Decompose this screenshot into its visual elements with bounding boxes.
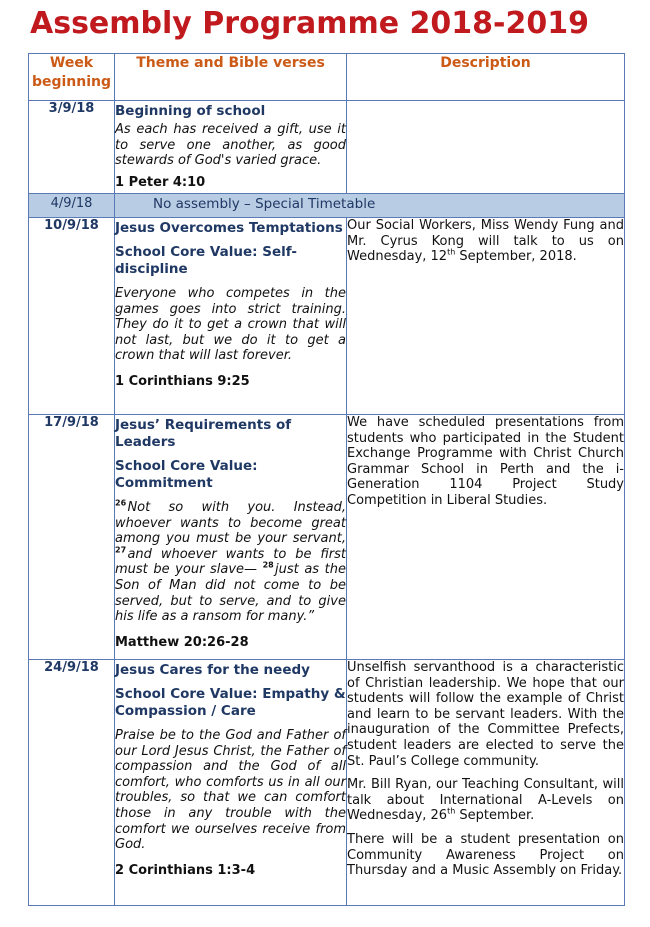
description-cell: [347, 218, 625, 415]
week-cell: 3/9/18: [29, 101, 115, 194]
description-cell: [347, 415, 625, 660]
bible-verse: Praise be to the God and Father of our Lord Jesus Christ, the Father of compassion and the God of all comfort, who comforts us in all our troubles, so that we can comfort those in any trouble with the comfort we ourselves receive from God.: [115, 728, 346, 853]
description-text-end: September.: [455, 808, 535, 824]
theme-title: Jesus Cares for the needy: [115, 662, 310, 678]
description-paragraph: There will be a student presentation on Community Awareness Project on Thursday and a Music Assembly on Friday.: [347, 831, 624, 879]
description-text: [347, 218, 624, 265]
assembly-table: [28, 53, 625, 906]
verse-reference: 1 Corinthians 9:25: [115, 373, 250, 389]
no-assembly-note: No assembly – Special Timetable: [115, 194, 625, 218]
description-cell: [347, 660, 625, 906]
table-row: [29, 218, 625, 415]
ordinal-suffix: th: [447, 247, 456, 257]
description-text-start: Mr. Bill Ryan, our Teaching Consultant, will talk about International A-Levels on Wednesday, 26: [347, 777, 624, 824]
header-theme: Theme and Bible verses: [115, 54, 347, 101]
description-cell: [347, 101, 625, 194]
table-row-no-assembly: [29, 194, 625, 218]
ordinal-suffix: th: [447, 807, 456, 817]
verse-reference: 1 Peter 4:10: [115, 174, 206, 190]
week-cell: 4/9/18: [29, 194, 115, 218]
core-value: School Core Value: Empathy & Compassion / Care: [115, 686, 346, 719]
description-text: We have scheduled presentations from students who participated in the Student Exchange Programme with Christ Church Grammar School in Perth and the i-Generation 1104 Project Study Competition in Liberal Studies.: [347, 415, 624, 508]
table-row: [29, 415, 625, 660]
bible-verse: [115, 500, 346, 625]
description-text-end: September, 2018.: [455, 249, 577, 265]
theme-title: Jesus Overcomes Temptations: [115, 220, 343, 236]
verse-number: 28: [262, 561, 274, 571]
theme-cell: [115, 415, 347, 660]
theme-title: Beginning of school: [115, 103, 266, 119]
verse-text: just as the Son of Man did not come to be served, but to serve, and to give his life as a ransom for many.”: [115, 562, 346, 625]
verse-number: 26: [115, 498, 127, 508]
theme-cell: [115, 218, 347, 415]
description-paragraph: Unselfish servanthood is a characteristic of Christian leadership. We hope that our students will follow the example of Christ and learn to be servant leaders. With the inauguration of the Committee Prefects, student leaders are elected to serve the St. Paul’s College community.: [347, 660, 624, 769]
theme-cell: [115, 101, 347, 194]
core-value: School Core Value: Self-discipline: [115, 244, 297, 277]
theme-title: Jesus’ Requirements of Leaders: [115, 417, 292, 450]
week-cell: 24/9/18: [29, 660, 115, 906]
description-text-start: Our Social Workers, Miss Wendy Fung and Mr. Cyrus Kong will talk to us on Wednesday, 12: [347, 218, 624, 265]
header-description: Description: [347, 54, 625, 101]
verse-text: Not so with you. Instead, whoever wants to become great among you must be your servant,: [115, 500, 346, 547]
description-paragraph: [347, 777, 624, 824]
week-cell: 17/9/18: [29, 415, 115, 660]
theme-cell: [115, 660, 347, 906]
header-week-line2: beginning: [31, 74, 112, 90]
bible-verse: As each has received a gift, use it to serve one another, as good stewards of God's varied grace.: [115, 122, 346, 169]
header-row: [29, 54, 625, 101]
verse-text: and whoever wants to be first must be your slave—: [115, 546, 346, 578]
verse-reference: 2 Corinthians 1:3-4: [115, 862, 256, 878]
table-row: [29, 660, 625, 906]
core-value: School Core Value: Commitment: [115, 458, 258, 491]
week-cell: 10/9/18: [29, 218, 115, 415]
bible-verse: Everyone who competes in the games goes into strict training. They do it to get a crown that will not last, but we do it to get a crown that will last forever.: [115, 286, 346, 364]
header-week: [29, 54, 115, 101]
table-row: [29, 101, 625, 194]
verse-reference: Matthew 20:26-28: [115, 634, 249, 650]
page-title: Assembly Programme 2018-2019: [30, 6, 589, 41]
verse-number: 27: [115, 545, 127, 555]
header-week-line1: Week: [49, 55, 94, 71]
